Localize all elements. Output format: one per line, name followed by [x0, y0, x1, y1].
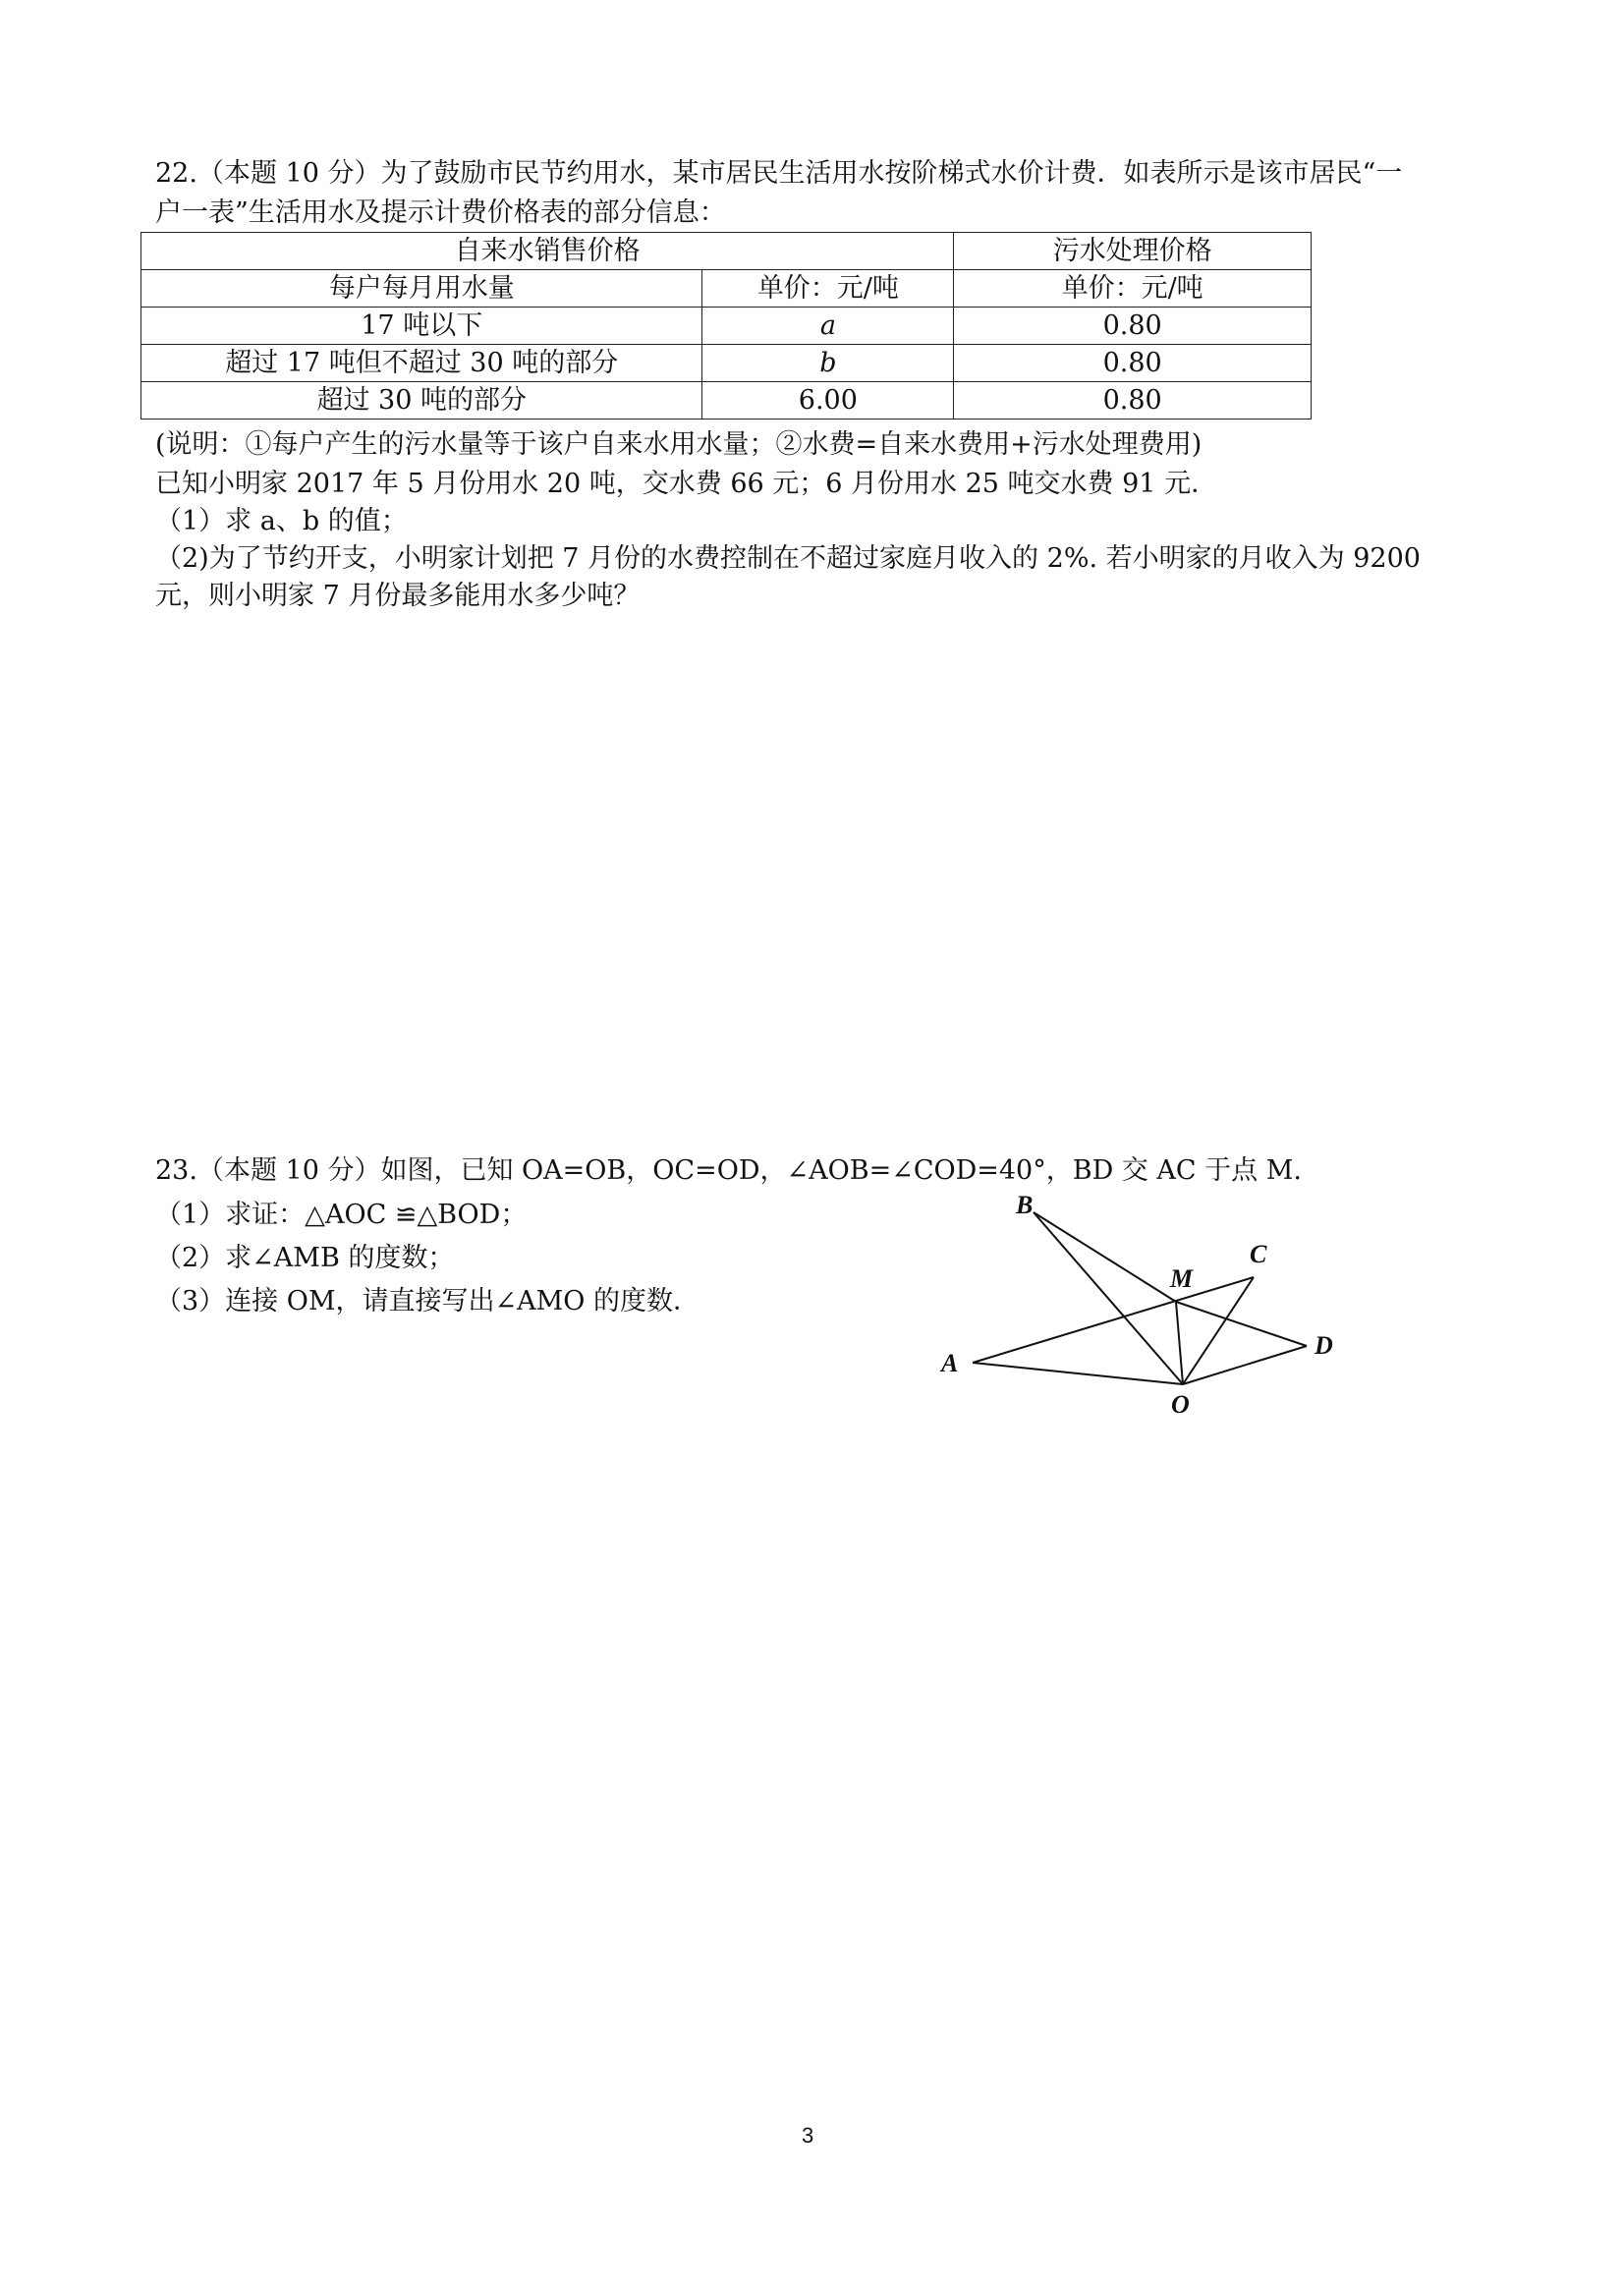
q22-part-2-line-1: （2)为了节约开支，小明家计划把 7 月份的水费控制在不超过家庭月收入的 2%. 若小明家的月收入为 9200 — [155, 543, 1421, 574]
q22-note: (说明：①每户产生的污水量等于该户自来水用水量；②水费=自来水费用+污水处理费用) — [155, 429, 1203, 460]
segment-BO — [1034, 1212, 1183, 1384]
usage-cell: 超过 30 吨的部分 — [141, 382, 702, 420]
header-sewage: 污水处理价格 — [954, 233, 1312, 270]
sewage-cell: 0.80 — [954, 345, 1312, 382]
table-header-row — [141, 233, 1312, 270]
sewage-cell: 0.80 — [954, 308, 1312, 345]
label-C: C — [1250, 1240, 1267, 1268]
segment-OD — [1183, 1346, 1307, 1384]
segment-BM — [1034, 1212, 1176, 1302]
label-A: A — [941, 1349, 959, 1377]
segment-MO — [1176, 1302, 1183, 1384]
q22-part-2-line-2: 元，则小明家 7 月份最多能用水多少吨？ — [155, 581, 641, 611]
q23-stem: 23.（本题 10 分）如图，已知 OA=OB，OC=OD，∠AOB=∠COD=40°，BD 交 AC 于点 M. — [155, 1155, 1302, 1186]
table-subheader-row — [141, 270, 1312, 308]
segment-MD — [1176, 1302, 1307, 1346]
usage-cell: 17 吨以下 — [141, 308, 702, 345]
q22-stem-line-1: 22.（本题 10 分）为了鼓励市民节约用水，某市居民生活用水按阶梯式水价计费．如表所示是该市居民“一 — [155, 158, 1403, 189]
label-B: B — [1016, 1194, 1034, 1219]
q22-stem-line-2: 户一表”生活用水及提示计费价格表的部分信息： — [155, 197, 726, 228]
table-row — [141, 345, 1312, 382]
sewage-cell: 0.80 — [954, 382, 1312, 420]
q22-given: 已知小明家 2017 年 5 月份用水 20 吨，交水费 66 元；6 月份用水 25 吨交水费 91 元． — [155, 469, 1218, 499]
water-price-table — [140, 232, 1312, 420]
segment-CO — [1183, 1277, 1254, 1384]
label-O: O — [1171, 1390, 1190, 1419]
col-unit-sewage: 单价：元/吨 — [954, 270, 1312, 308]
col-unit-tap: 单价：元/吨 — [702, 270, 954, 308]
segment-AC — [973, 1277, 1254, 1363]
label-D: D — [1315, 1331, 1333, 1360]
table-row — [141, 308, 1312, 345]
page-number: 3 — [802, 2123, 814, 2148]
table-row — [141, 382, 1312, 420]
header-tap-water: 自来水销售价格 — [141, 233, 954, 270]
price-cell: 6.00 — [702, 382, 954, 420]
label-M: M — [1170, 1264, 1194, 1293]
usage-cell: 超过 17 吨但不超过 30 吨的部分 — [141, 345, 702, 382]
q22-part-1: （1）求 a、b 的值； — [155, 506, 408, 536]
q23-part-1: （1）求证：△AOC ≌△BOD； — [155, 1200, 528, 1230]
segment-AO — [973, 1363, 1183, 1384]
col-usage: 每户每月用水量 — [141, 270, 702, 308]
price-cell: a — [702, 308, 954, 345]
q23-part-2: （2）求∠AMB 的度数； — [155, 1243, 455, 1273]
price-cell: b — [702, 345, 954, 382]
geometry-figure — [923, 1194, 1346, 1429]
q23-part-3: （3）连接 OM，请直接写出∠AMO 的度数． — [155, 1286, 700, 1316]
